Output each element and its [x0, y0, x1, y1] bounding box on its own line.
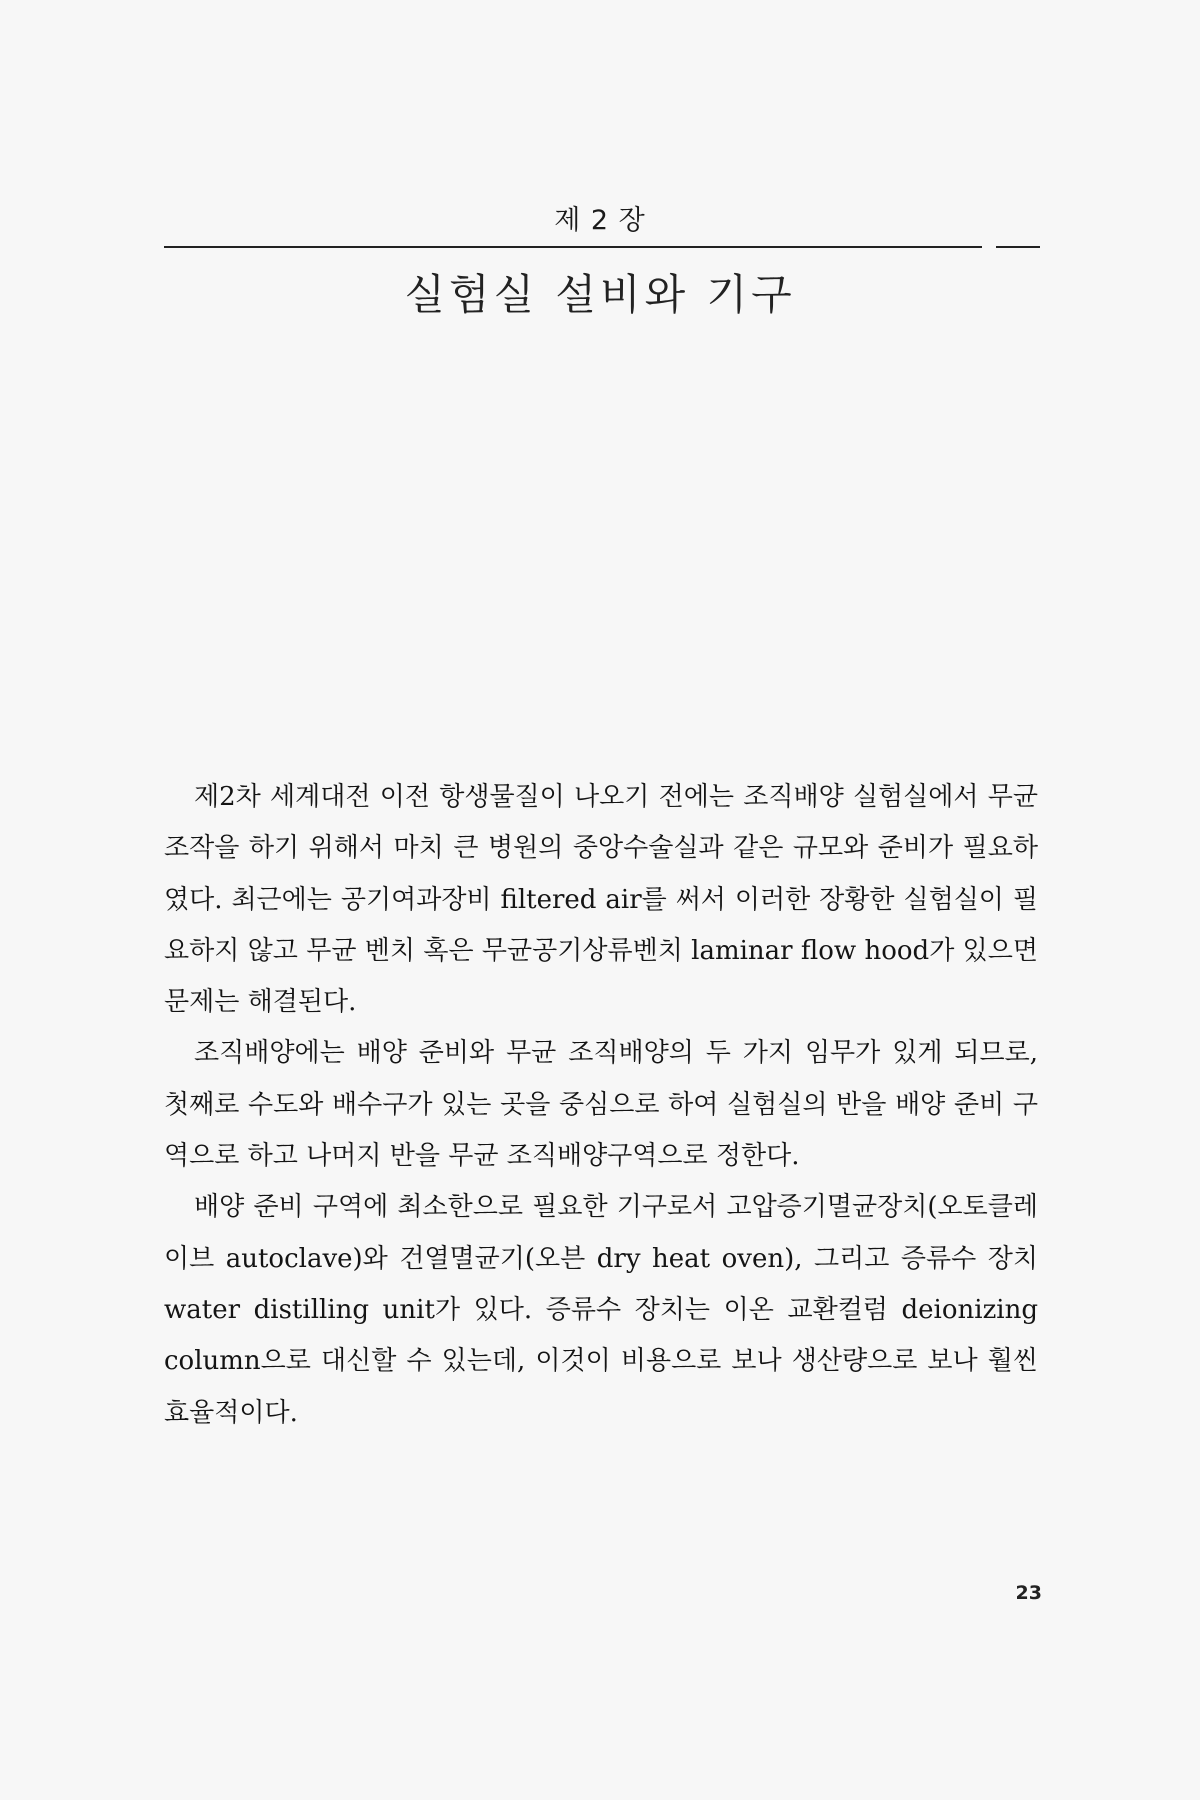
header-rule-segment	[996, 246, 1040, 248]
paragraph-2: 조직배양에는 배양 준비와 무균 조직배양의 두 가지 임무가 있게 되므로, 첫째로 수도와 배수구가 있는 곳을 중심으로 하여 실험실의 반을 배양 준비 구역으로 하고 나머지 반을 무균 조직배양구역으로 정한다.	[164, 1038, 1038, 1172]
chapter-label: 제 2 장	[554, 205, 646, 236]
body-text	[164, 772, 1038, 1439]
page-number: 23	[1015, 1582, 1042, 1604]
header-rule	[164, 246, 982, 248]
chapter-title: 실험실 설비와 기구	[404, 270, 796, 319]
paragraph-3: 배양 준비 구역에 최소한으로 필요한 기구로서 고압증기멸균장치(오토클레이브 autoclave)와 건열멸균기(오븐 dry heat oven), 그리고 증류수 장치 water distilling unit가 있다. 증류수 장치는 이온 교환컬럼 deionizing column으로 대신할 수 있는데, 이것이 비용으로 보나 생산량으로 보나 훨씬 효율적이다.	[164, 1192, 1038, 1428]
paragraph-1: 제2차 세계대전 이전 항생물질이 나오기 전에는 조직배양 실험실에서 무균조작을 하기 위해서 마치 큰 병원의 중앙수술실과 같은 규모와 준비가 필요하였다. 최근에는 공기여과장비 filtered air를 써서 이러한 장황한 실험실이 필요하지 않고 무균 벤치 혹은 무균공기상류벤치 laminar flow hood가 있으면 문제는 해결된다.	[164, 782, 1038, 1018]
